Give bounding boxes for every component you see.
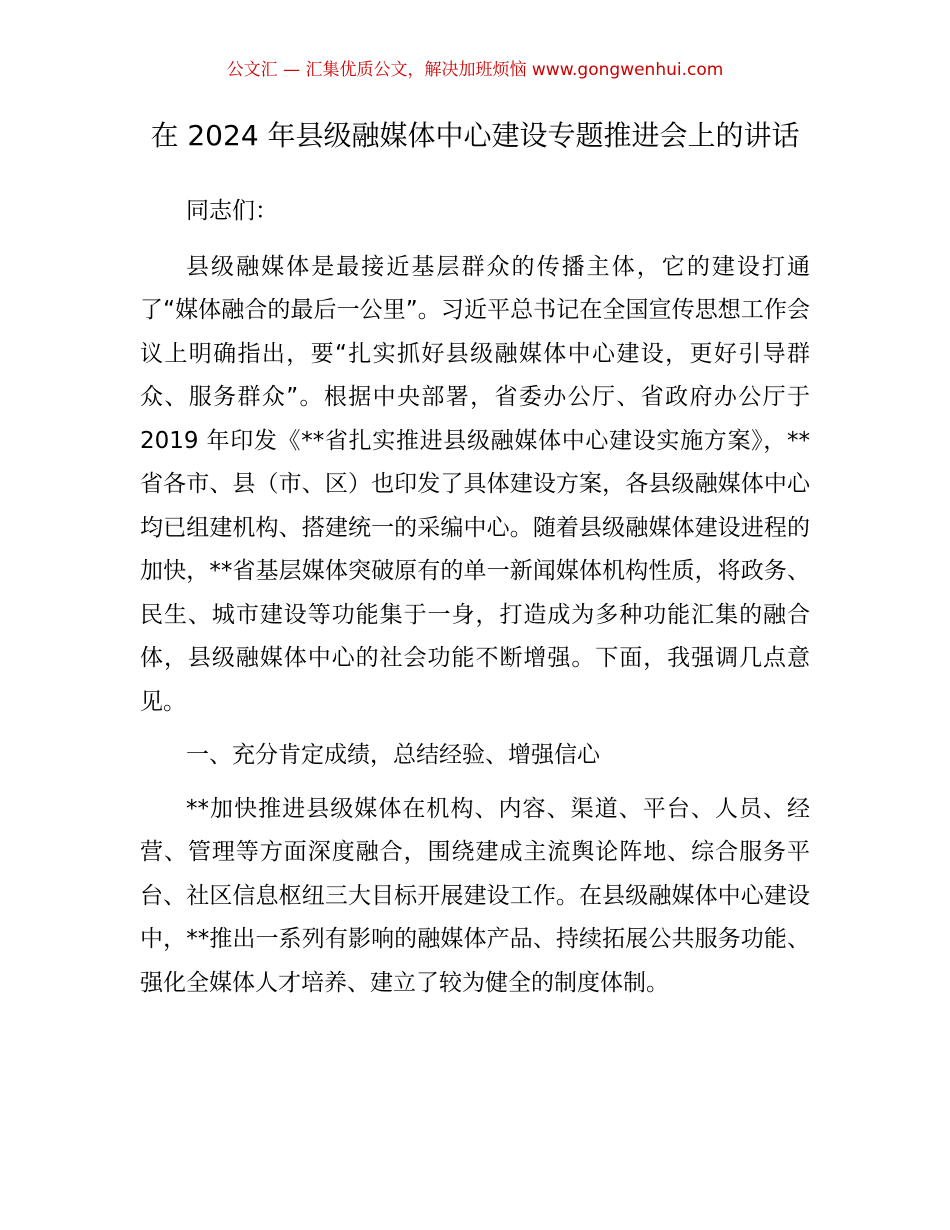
document-title: 在 2024 年县级融媒体中心建设专题推进会上的讲话 <box>150 119 800 152</box>
site-banner: 公文汇 — 汇集优质公文，解决加班烦恼 www.gongwenhui.com <box>226 60 724 80</box>
section-heading-1: 一、充分肯定成绩，总结经验、增强信心 <box>186 742 600 768</box>
paragraph-intro: 县级融媒体是最接近基层群众的传播主体，它的建设打通了“媒体融合的最后一公里”。习近平总书记在全国宣传思想工作会议上明确指出，要“扎实抓好县级融媒体中心建设，更好引导群众、服务群众”。根据中央部署，省委办公厅、省政府办公厅于 2019 年印发《**省扎实推进县级融媒体中心建设实施方案》，**省各市、县（市、区）也印发了具体建设方案，各县级融媒体中心均已组建机构、搭建统一的采编中心。随着县级融媒体建设进程的加快，**省基层媒体突破原有的单一新闻媒体机构性质，将政务、民生、城市建设等功能集于一身，打造成为多种功能汇集的融合体，县级融媒体中心的社会功能不断增强。下面，我强调几点意见。 <box>140 253 810 715</box>
document-body <box>140 190 810 1015</box>
salutation: 同志们： <box>186 198 278 224</box>
paragraph-achievements: **加快推进县级媒体在机构、内容、渠道、平台、人员、经营、管理等方面深度融合，围绕建成主流舆论阵地、综合服务平台、社区信息枢纽三大目标开展建设工作。在县级融媒体中心建设中，**推出一系列有影响的融媒体产品、持续拓展公共服务功能、强化全媒体人才培养、建立了较为健全的制度体制。 <box>140 795 810 996</box>
